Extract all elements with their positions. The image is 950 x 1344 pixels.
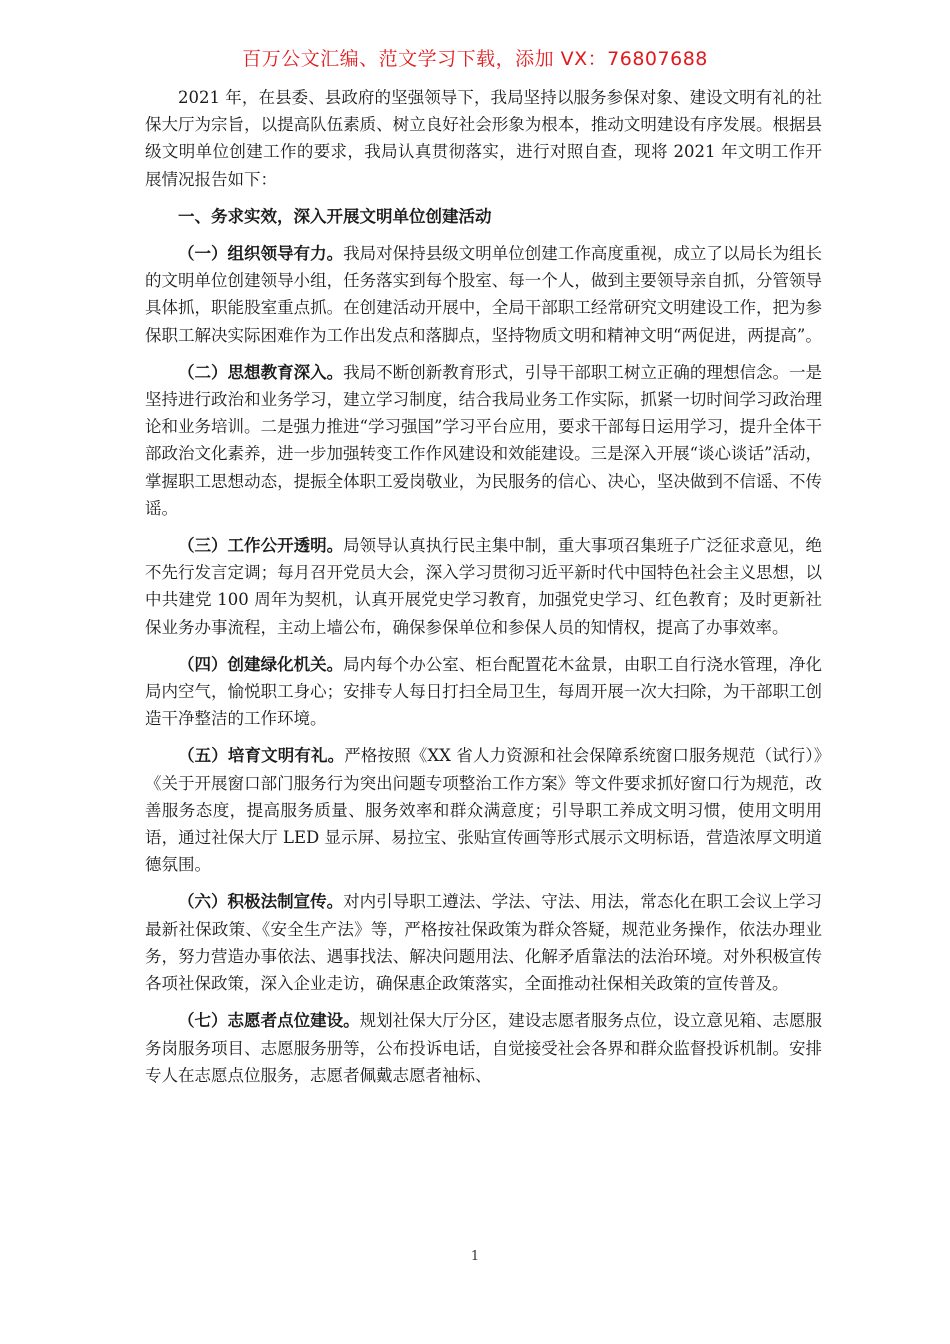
item-lead: （二）思想教育深入。 bbox=[178, 362, 344, 382]
item-lead: （一）组织领导有力。 bbox=[178, 244, 344, 264]
item-lead: （六）积极法制宣传。 bbox=[178, 892, 344, 912]
header-banner: 百万公文汇编、范文学习下载，添加 VX：76807688 bbox=[242, 48, 708, 70]
item-text: 对内引导职工遵法、学法、守法、用法，常态化在职工会议上学习最新社保政策、《安全生产法》等，严格按社保政策为群众答疑，规范业务操作，依法办理业务，努力营造办事依法、遇事找法、解决问题用法、化解矛盾靠法的法治环境。对外积极宣传各项社保政策，深入企业走访，确保惠企政策落实，全面推动社保相关政策的宣传普及。 bbox=[145, 892, 823, 994]
paragraph-item-1 bbox=[145, 240, 822, 349]
item-lead: （三）工作公开透明。 bbox=[178, 536, 344, 556]
item-text: 局领导认真执行民主集中制，重大事项召集班子广泛征求意见，绝不先行发言定调；每月召开党员大会，深入学习贯彻习近平新时代中国特色社会主义思想，以中共建党 100 周年为契机，认真开展党史学习教育，加强党史学习、红色教育；及时更新社保业务办事流程，主动上墙公布，确保参保单位和参保人员的知情权，提高了办事效率。 bbox=[145, 536, 823, 637]
item-lead: （五）培育文明有礼。 bbox=[178, 746, 345, 766]
paragraph-item-2 bbox=[145, 359, 822, 522]
item-text: 我局对保持县级文明单位创建工作高度重视，成立了以局长为组长的文明单位创建领导小组，任务落实到每个股室、每一个人，做到主要领导亲自抓，分管领导具体抓，职能股室重点抓。在创建活动开展中，全局干部职工经常研究文明建设工作，把为参保职工解决实际困难作为工作出发点和落脚点，坚持物质文明和精神文明“两促进，两提高”。 bbox=[145, 244, 823, 345]
intro-paragraph: 2021 年，在县委、县政府的坚强领导下，我局坚持以服务参保对象、建设文明有礼的社保大厅为宗旨，以提高队伍素质、树立良好社会形象为根本，推动文明建设有序发展。根据县级文明单位创建工作的要求，我局认真贯彻落实，进行对照自查，现将 2021 年文明工作开展情况报告如下： bbox=[145, 88, 822, 189]
paragraph-item-5 bbox=[145, 742, 822, 878]
item-text: 严格按照《XX 省人力资源和社会保障系统窗口服务规范（试行）》《关于开展窗口部门服务行为突出问题专项整治工作方案》等文件要求抓好窗口行为规范，改善服务态度，提高服务质量、服务效率和群众满意度；引导职工养成文明习惯，使用文明用语，通过社保大厅 LED 显示屏、易拉宝、张贴宣传画等形式展示文明标语，营造浓厚文明道德氛围。 bbox=[145, 746, 822, 875]
item-lead: （四）创建绿化机关。 bbox=[178, 654, 344, 674]
paragraph-item-7 bbox=[145, 1007, 822, 1089]
page-number: 1 bbox=[470, 1249, 480, 1264]
document-body bbox=[145, 84, 822, 1099]
paragraph-item-3 bbox=[145, 532, 822, 641]
item-text: 局内每个办公室、柜台配置花木盆景，由职工自行浇水管理，净化局内空气，愉悦职工身心；安排专人每日打扫全局卫生，每周开展一次大扫除，为干部职工创造干净整洁的工作环境。 bbox=[145, 654, 823, 729]
item-text: 规划社保大厅分区，建设志愿者服务点位，设立意见箱、志愿服务岗服务项目、志愿服务册等，公布投诉电话，自觉接受社会各界和群众监督投诉机制。安排专人在志愿点位服务，志愿者佩戴志愿者袖标、 bbox=[145, 1011, 823, 1085]
paragraph-item-6 bbox=[145, 888, 822, 997]
item-text: 我局不断创新教育形式，引导干部职工树立正确的理想信念。一是坚持进行政治和业务学习，建立学习制度，结合我局业务工作实际，抓紧一切时间学习政治理论和业务培训。二是强力推进“学习强国”学习平台应用，要求干部每日运用学习，提升全体干部政治文化素养，进一步加强转变工作作风建设和效能建设。三是深入开展“谈心谈话”活动，掌握职工思想动态，提振全体职工爱岗敬业，为民服务的信心、决心，坚决做到不信谣、不传谣。 bbox=[145, 362, 823, 518]
paragraph-item-4 bbox=[145, 651, 822, 733]
item-lead: （七）志愿者点位建设。 bbox=[178, 1011, 360, 1031]
section-heading: 一、务求实效，深入开展文明单位创建活动 bbox=[178, 206, 492, 226]
